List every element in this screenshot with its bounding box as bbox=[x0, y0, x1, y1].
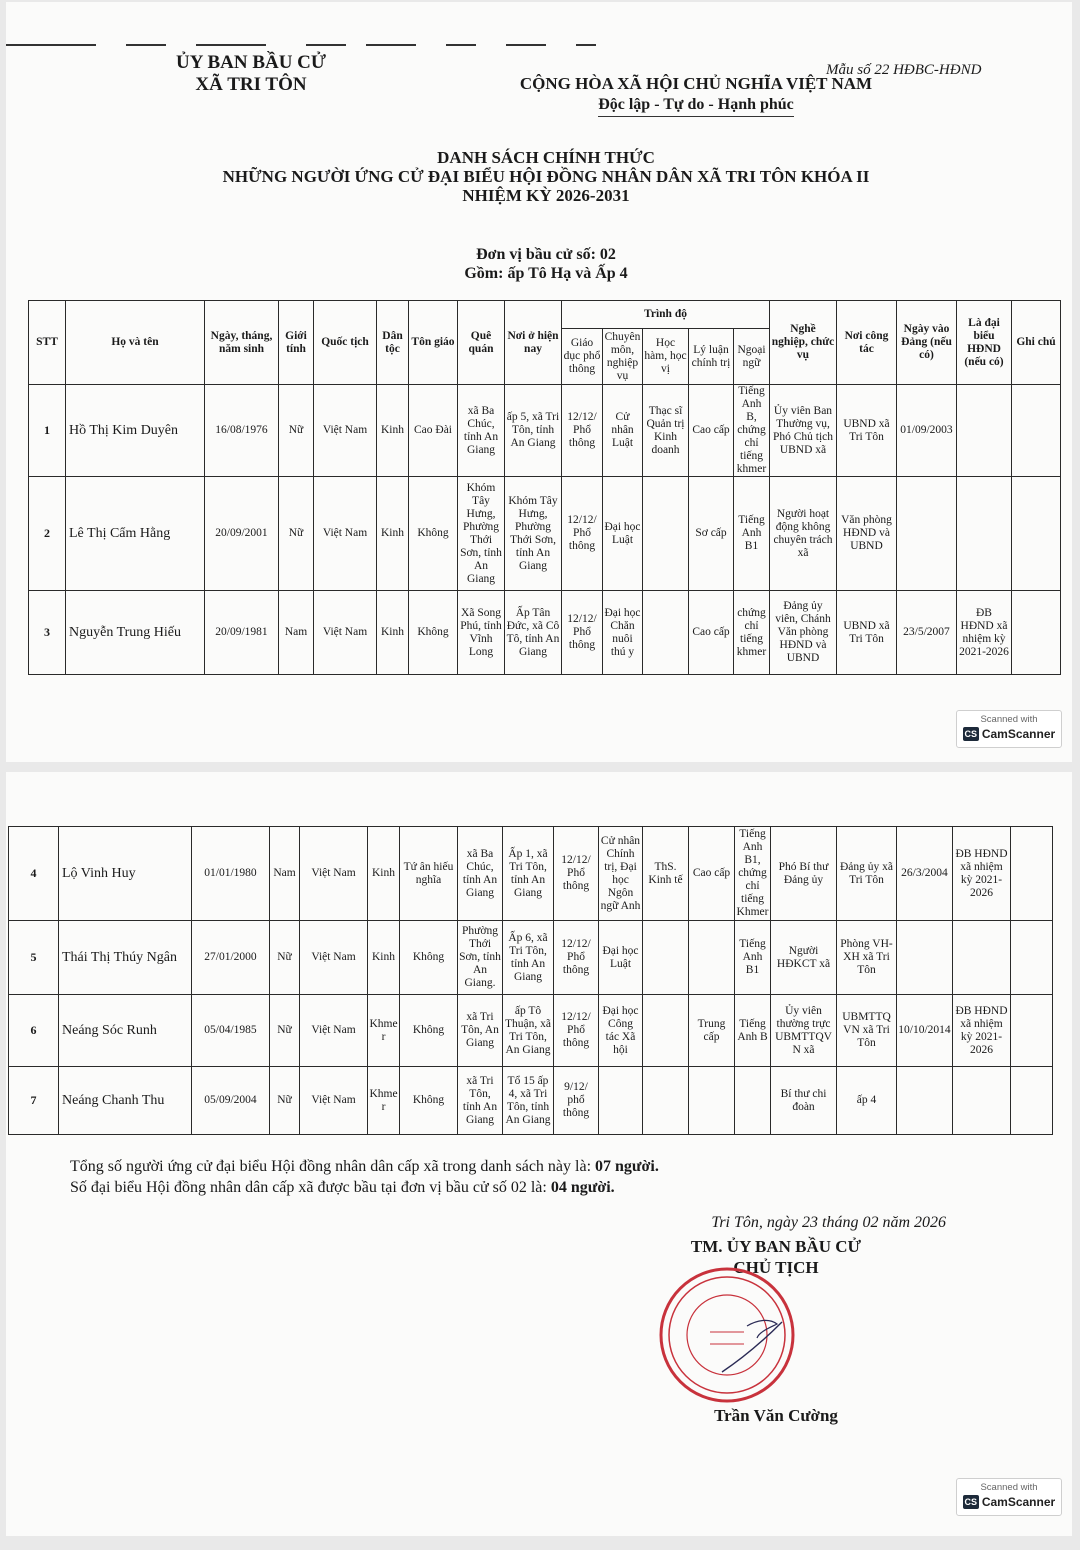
official-seal-icon bbox=[652, 1260, 802, 1410]
cell-religion: Không bbox=[409, 591, 458, 675]
cell-edu-language: Tiếng Anh B, chứng chỉ tiếng khmer bbox=[734, 385, 770, 477]
cell-gender: Nữ bbox=[270, 995, 300, 1067]
cell-edu-politics bbox=[689, 921, 735, 995]
cell-edu-general: 12/12/ Phổ thông bbox=[562, 591, 603, 675]
cell-edu-degree bbox=[643, 995, 689, 1067]
cell-edu-politics: Sơ cấp bbox=[689, 477, 734, 591]
header-residence: Nơi ở hiện nay bbox=[505, 301, 562, 385]
authority-line-2: XÃ TRI TÔN bbox=[195, 74, 307, 95]
summary-elect-line bbox=[70, 1177, 659, 1198]
header-edu-language: Ngoại ngữ bbox=[734, 329, 770, 385]
cell-stt: 1 bbox=[29, 385, 66, 477]
issuing-authority bbox=[146, 52, 356, 96]
camscanner-badge-2 bbox=[956, 1478, 1062, 1516]
scanned-with-label-2: Scanned with bbox=[980, 1482, 1038, 1493]
cell-stt: 3 bbox=[29, 591, 66, 675]
header-name: Họ và tên bbox=[66, 301, 205, 385]
cell-edu-major: Đại học Chăn nuôi thú y bbox=[603, 591, 643, 675]
cell-edu-politics: Cao cấp bbox=[689, 827, 735, 921]
cell-edu-language bbox=[735, 1067, 771, 1135]
candidate-table-part-1 bbox=[28, 300, 1061, 675]
cell-nationality: Việt Nam bbox=[300, 995, 368, 1067]
cell-nationality: Việt Nam bbox=[314, 385, 377, 477]
title-line-3: NHIỆM KỲ 2026-2031 bbox=[462, 186, 630, 205]
cell-residence: Khóm Tây Hưng, Phường Thới Sơn, tỉnh An Giang bbox=[505, 477, 562, 591]
cell-name: Nguyễn Trung Hiếu bbox=[66, 591, 205, 675]
header-workplace: Nơi công tác bbox=[837, 301, 897, 385]
cell-hometown: xã Tri Tôn, tỉnh An Giang bbox=[458, 1067, 503, 1135]
scan-top-dashes bbox=[6, 40, 606, 50]
cell-religion: Không bbox=[409, 477, 458, 591]
cell-gender: Nữ bbox=[270, 921, 300, 995]
table-row bbox=[9, 995, 1053, 1067]
header-dob: Ngày, tháng, năm sinh bbox=[205, 301, 279, 385]
cell-note bbox=[1011, 1067, 1053, 1135]
cell-stt: 4 bbox=[9, 827, 59, 921]
cell-note bbox=[1011, 827, 1053, 921]
cell-is-delegate bbox=[957, 477, 1012, 591]
signer-position: CHỦ TỊCH bbox=[733, 1258, 819, 1277]
cell-is-delegate bbox=[957, 385, 1012, 477]
table-row bbox=[29, 477, 1061, 591]
document-title bbox=[126, 148, 966, 205]
electoral-unit-number: Đơn vị bầu cử số: 02 bbox=[476, 246, 616, 263]
cell-name: Thái Thị Thúy Ngân bbox=[59, 921, 192, 995]
cell-ethnic: Kinh bbox=[368, 827, 400, 921]
cell-stt: 5 bbox=[9, 921, 59, 995]
cell-dob: 05/04/1985 bbox=[192, 995, 270, 1067]
cell-workplace: Đảng ủy xã Tri Tôn bbox=[837, 827, 897, 921]
camscanner-badge bbox=[956, 710, 1062, 748]
header-religion: Tôn giáo bbox=[409, 301, 458, 385]
cell-is-delegate bbox=[953, 921, 1011, 995]
cell-residence: ấp Tô Thuận, xã Tri Tôn, An Giang bbox=[503, 995, 554, 1067]
header-party-date: Ngày vào Đảng (nếu có) bbox=[897, 301, 957, 385]
cell-workplace: UBND xã Tri Tôn bbox=[837, 385, 897, 477]
header-nationality: Quốc tịch bbox=[314, 301, 377, 385]
summary-total-line bbox=[70, 1156, 659, 1177]
cell-edu-major: Cử nhân Luật bbox=[603, 385, 643, 477]
electoral-unit bbox=[306, 245, 786, 283]
table-row bbox=[9, 921, 1053, 995]
cell-religion: Tứ ân hiếu nghĩa bbox=[400, 827, 458, 921]
form-number: Mẫu số 22 HĐBC-HĐND bbox=[826, 62, 982, 78]
cell-edu-language: Tiếng Anh B1, chứng chỉ tiếng Khmer bbox=[735, 827, 771, 921]
summary-total-text: Tổng số người ứng cử đại biểu Hội đồng nhân dân cấp xã trong danh sách này là: bbox=[70, 1158, 596, 1175]
header-edu-degree: Học hàm, học vị bbox=[643, 329, 689, 385]
national-header bbox=[476, 74, 916, 117]
cell-note bbox=[1011, 921, 1053, 995]
cell-edu-politics bbox=[689, 1067, 735, 1135]
cell-edu-language: Tiếng Anh B bbox=[735, 995, 771, 1067]
cell-is-delegate: ĐB HĐND xã nhiệm kỳ 2021-2026 bbox=[957, 591, 1012, 675]
header-stt: STT bbox=[29, 301, 66, 385]
cell-edu-degree bbox=[643, 591, 689, 675]
header-ethnic: Dân tộc bbox=[377, 301, 409, 385]
camscanner-name: CamScanner bbox=[981, 727, 1056, 741]
place-and-date: Tri Tôn, ngày 23 tháng 02 năm 2026 bbox=[711, 1214, 946, 1231]
cell-residence: Ấp 1, xã Tri Tôn, tỉnh An Giang bbox=[503, 827, 554, 921]
cell-workplace: UBMTTQ VN xã Tri Tôn bbox=[837, 995, 897, 1067]
cell-dob: 20/09/2001 bbox=[205, 477, 279, 591]
cell-nationality: Việt Nam bbox=[314, 591, 377, 675]
cell-name: Neáng Sóc Runh bbox=[59, 995, 192, 1067]
summary-total-value: 07 người. bbox=[595, 1158, 659, 1175]
cell-edu-degree bbox=[643, 477, 689, 591]
cell-stt: 7 bbox=[9, 1067, 59, 1135]
cell-occupation: Bí thư chi đoàn bbox=[771, 1067, 837, 1135]
cell-occupation: Người hoạt động không chuyên trách xã bbox=[770, 477, 837, 591]
cell-name: Lộ Vinh Huy bbox=[59, 827, 192, 921]
cell-occupation: Phó Bí thư Đảng ủy bbox=[771, 827, 837, 921]
cell-edu-major: Cử nhân Chính trị, Đại học Ngôn ngữ Anh bbox=[599, 827, 643, 921]
cell-party-date bbox=[897, 1067, 953, 1135]
cell-occupation: Người HĐKCT xã bbox=[771, 921, 837, 995]
cell-is-delegate bbox=[953, 1067, 1011, 1135]
cell-nationality: Việt Nam bbox=[300, 1067, 368, 1135]
title-line-2: NHỮNG NGƯỜI ỨNG CỬ ĐẠI BIỂU HỘI ĐỒNG NHÂN DÂN XÃ TRI TÔN KHÓA II bbox=[222, 167, 870, 186]
cell-edu-general: 12/12/ Phổ thông bbox=[554, 995, 599, 1067]
cell-gender: Nữ bbox=[279, 385, 314, 477]
cell-workplace: Văn phòng HĐND và UBND bbox=[837, 477, 897, 591]
cell-edu-politics: Cao cấp bbox=[689, 591, 734, 675]
cell-workplace: UBND xã Tri Tôn bbox=[837, 591, 897, 675]
cell-gender: Nam bbox=[270, 827, 300, 921]
cell-residence: Tổ 15 ấp 4, xã Tri Tôn, tỉnh An Giang bbox=[503, 1067, 554, 1135]
cell-residence: Ấp 6, xã Tri Tôn, tỉnh An Giang bbox=[503, 921, 554, 995]
cell-ethnic: Kinh bbox=[377, 477, 409, 591]
header-gender: Giới tính bbox=[279, 301, 314, 385]
cell-edu-general: 12/12/ Phổ thông bbox=[562, 477, 603, 591]
cell-edu-general: 12/12/ Phổ thông bbox=[554, 921, 599, 995]
cell-ethnic: Kinh bbox=[368, 921, 400, 995]
cell-nationality: Việt Nam bbox=[314, 477, 377, 591]
cell-edu-general: 12/12/ Phổ thông bbox=[554, 827, 599, 921]
signer-name: Trần Văn Cường bbox=[714, 1406, 838, 1425]
cell-occupation: Ủy viên Ban Thường vụ, Phó Chủ tịch UBND xã bbox=[770, 385, 837, 477]
cell-occupation: Đảng ủy viên, Chánh Văn phòng HĐND và UBND bbox=[770, 591, 837, 675]
cell-party-date: 01/09/2003 bbox=[897, 385, 957, 477]
cell-workplace: ấp 4 bbox=[837, 1067, 897, 1135]
cell-religion: Cao Đài bbox=[409, 385, 458, 477]
header-edu-politics: Lý luận chính trị bbox=[689, 329, 734, 385]
cell-note bbox=[1012, 591, 1061, 675]
camscanner-name-2: CamScanner bbox=[981, 1495, 1056, 1509]
cell-party-date: 10/10/2014 bbox=[897, 995, 953, 1067]
cell-name: Lê Thị Cẩm Hằng bbox=[66, 477, 205, 591]
header-occupation: Nghề nghiệp, chức vụ bbox=[770, 301, 837, 385]
cell-edu-general: 9/12/ phổ thông bbox=[554, 1067, 599, 1135]
national-motto: Độc lập - Tự do - Hạnh phúc bbox=[598, 95, 794, 117]
table-row bbox=[9, 827, 1053, 921]
cell-edu-language: chứng chỉ tiếng khmer bbox=[734, 591, 770, 675]
cell-name: Neáng Chanh Thu bbox=[59, 1067, 192, 1135]
cell-party-date bbox=[897, 921, 953, 995]
cell-occupation: Ủy viên thường trực UBMTTQVN xã bbox=[771, 995, 837, 1067]
cell-workplace: Phòng VH-XH xã Tri Tôn bbox=[837, 921, 897, 995]
cell-edu-major: Đại học Luật bbox=[599, 921, 643, 995]
cell-residence: Ấp Tân Đức, xã Cô Tô, tỉnh An Giang bbox=[505, 591, 562, 675]
cell-edu-language: Tiếng Anh B1 bbox=[734, 477, 770, 591]
cell-dob: 20/09/1981 bbox=[205, 591, 279, 675]
cell-party-date: 23/5/2007 bbox=[897, 591, 957, 675]
header-is-delegate: Là đại biểu HĐND (nếu có) bbox=[957, 301, 1012, 385]
cell-nationality: Việt Nam bbox=[300, 827, 368, 921]
cell-hometown: xã Ba Chúc, tỉnh An Giang bbox=[458, 385, 505, 477]
cell-residence: ấp 5, xã Tri Tôn, tỉnh An Giang bbox=[505, 385, 562, 477]
cell-ethnic: Kinh bbox=[377, 591, 409, 675]
cell-edu-degree bbox=[643, 1067, 689, 1135]
cell-note bbox=[1012, 477, 1061, 591]
cell-party-date bbox=[897, 477, 957, 591]
cell-is-delegate: ĐB HĐND xã nhiệm kỳ 2021-2026 bbox=[953, 827, 1011, 921]
document-page-2 bbox=[6, 772, 1072, 1536]
cell-name: Hồ Thị Kim Duyên bbox=[66, 385, 205, 477]
cell-ethnic: Khmer bbox=[368, 1067, 400, 1135]
header-edu-major: Chuyên môn, nghiệp vụ bbox=[603, 329, 643, 385]
nation-name: CỘNG HÒA XÃ HỘI CHỦ NGHĨA VIỆT NAM bbox=[519, 74, 873, 93]
header-note: Ghi chú bbox=[1012, 301, 1061, 385]
cell-note bbox=[1011, 995, 1053, 1067]
scanned-with-label: Scanned with bbox=[980, 714, 1038, 725]
header-education: Trình độ bbox=[562, 301, 770, 329]
authority-line-1: ỦY BAN BẦU CỬ bbox=[175, 52, 327, 73]
cell-gender: Nữ bbox=[279, 477, 314, 591]
cell-dob: 27/01/2000 bbox=[192, 921, 270, 995]
title-line-1: DANH SÁCH CHÍNH THỨC bbox=[437, 148, 655, 167]
cell-edu-major bbox=[599, 1067, 643, 1135]
cell-stt: 2 bbox=[29, 477, 66, 591]
cell-hometown: Xã Song Phú, tỉnh Vĩnh Long bbox=[458, 591, 505, 675]
cell-ethnic: Khmer bbox=[368, 995, 400, 1067]
electoral-unit-includes: Gồm: ấp Tô Hạ và Ấp 4 bbox=[464, 265, 628, 282]
cell-dob: 05/09/2004 bbox=[192, 1067, 270, 1135]
cell-is-delegate: ĐB HĐND xã nhiệm kỳ 2021-2026 bbox=[953, 995, 1011, 1067]
header-hometown: Quê quán bbox=[458, 301, 505, 385]
cell-stt: 6 bbox=[9, 995, 59, 1067]
cell-religion: Không bbox=[400, 921, 458, 995]
cell-gender: Nam bbox=[279, 591, 314, 675]
cell-nationality: Việt Nam bbox=[300, 921, 368, 995]
cell-edu-degree: Thạc sĩ Quản trị Kinh doanh bbox=[643, 385, 689, 477]
document-page-1 bbox=[6, 2, 1072, 762]
cell-edu-language: Tiếng Anh B1 bbox=[735, 921, 771, 995]
cell-ethnic: Kinh bbox=[377, 385, 409, 477]
cell-hometown: xã Ba Chúc, tỉnh An Giang bbox=[458, 827, 503, 921]
cell-edu-degree bbox=[643, 921, 689, 995]
camscanner-logo-icon-2: CS bbox=[964, 1497, 978, 1507]
cell-religion: Không bbox=[400, 1067, 458, 1135]
cell-note bbox=[1012, 385, 1061, 477]
table-row bbox=[9, 1067, 1053, 1135]
table-row bbox=[29, 385, 1061, 477]
cell-edu-major: Đại học Luật bbox=[603, 477, 643, 591]
cell-religion: Không bbox=[400, 995, 458, 1067]
cell-hometown: Phường Thới Sơn, tỉnh An Giang. bbox=[458, 921, 503, 995]
summary bbox=[70, 1156, 659, 1198]
cell-gender: Nữ bbox=[270, 1067, 300, 1135]
table-body-part-1 bbox=[29, 385, 1061, 675]
cell-edu-degree: ThS. Kinh tế bbox=[643, 827, 689, 921]
table-body-part-2 bbox=[9, 827, 1053, 1135]
candidate-table-part-2 bbox=[8, 826, 1053, 1135]
cell-edu-general: 12/12/ Phổ thông bbox=[562, 385, 603, 477]
table-row bbox=[29, 591, 1061, 675]
on-behalf-of: TM. ỦY BAN BẦU CỬ bbox=[690, 1237, 862, 1256]
cell-dob: 01/01/1980 bbox=[192, 827, 270, 921]
cell-dob: 16/08/1976 bbox=[205, 385, 279, 477]
cell-edu-politics: Trung cấp bbox=[689, 995, 735, 1067]
cell-edu-major: Đại học Công tác Xã hội bbox=[599, 995, 643, 1067]
cell-hometown: Khóm Tây Hưng, Phường Thới Sơn, tỉnh An Giang bbox=[458, 477, 505, 591]
header-edu-general: Giáo dục phổ thông bbox=[562, 329, 603, 385]
cell-edu-politics: Cao cấp bbox=[689, 385, 734, 477]
summary-elect-value: 04 người. bbox=[550, 1179, 615, 1196]
camscanner-logo-icon: CS bbox=[964, 729, 978, 739]
summary-elect-text: Số đại biểu Hội đồng nhân dân cấp xã được bầu tại đơn vị bầu cử số 02 là: bbox=[70, 1179, 551, 1196]
cell-party-date: 26/3/2004 bbox=[897, 827, 953, 921]
cell-hometown: xã Tri Tôn, An Giang bbox=[458, 995, 503, 1067]
